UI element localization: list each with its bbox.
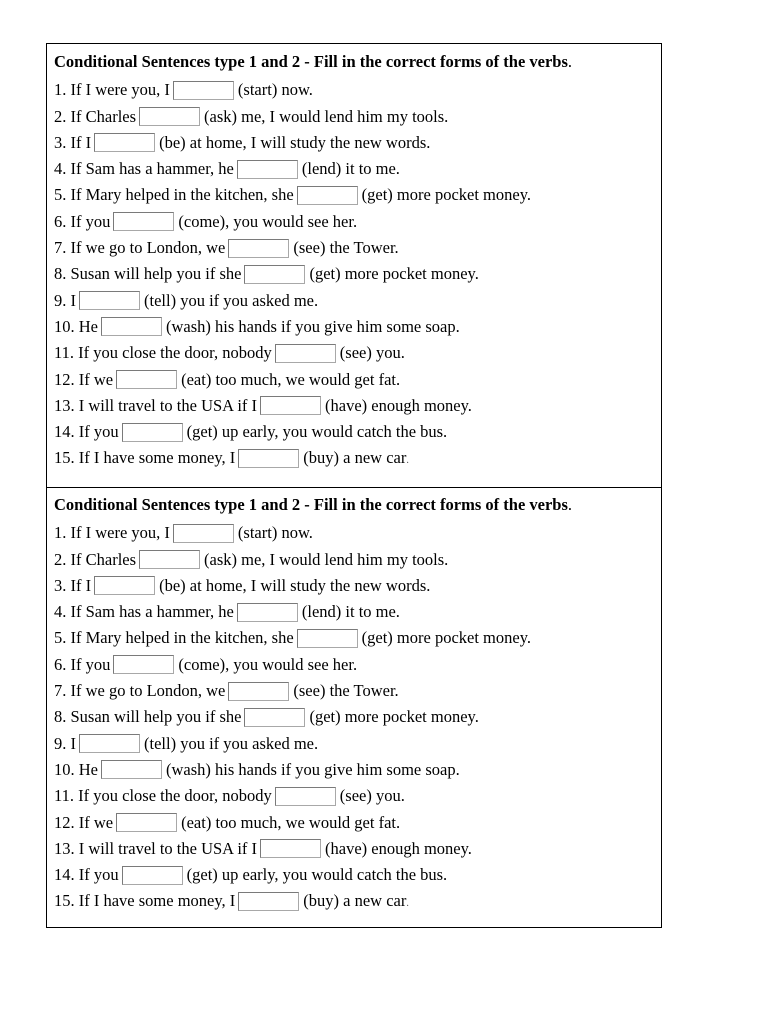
exercise-line [54,314,655,340]
period-mark: . [406,898,409,910]
exercise-verb-hint-text: (be) at home, I will study the new words. [159,132,431,152]
period-mark: . [406,455,409,467]
worksheet-title-text: Conditional Sentences type 1 and 2 - Fill in the correct forms of the verbs [54,495,568,514]
exercise-line [54,235,655,261]
exercise-prompt-text: 3. If I [54,132,92,152]
exercise-prompt-text: 14. If you [54,422,119,442]
exercise-line [54,652,655,678]
exercise-prompt-text: 6. If you [54,654,111,674]
answer-input[interactable] [122,423,183,442]
exercise-line-period [406,448,409,467]
exercise-line [54,130,655,156]
exercise-verb-hint-text: (eat) too much, we would get fat. [181,812,401,832]
exercise-verb-hint-text: (see) you. [339,786,405,806]
exercise-verb-hint-text: (tell) you if you asked me. [144,733,319,753]
answer-input[interactable] [228,682,289,701]
exercise-prompt-text: 7. If we go to London, we [54,681,226,701]
exercise-prompt-text: 4. If Sam has a hammer, he [54,159,234,179]
exercise-verb-hint-text: (see) the Tower. [293,681,399,701]
exercise-line [54,104,655,130]
exercise-prompt-text: 13. I will travel to the USA if I [54,838,258,858]
exercise-line [54,288,655,314]
exercise-line [54,757,655,783]
exercise-prompt-text: 5. If Mary helped in the kitchen, she [54,628,294,648]
exercise-prompt-text: 3. If I [54,575,92,595]
answer-input[interactable] [238,892,299,911]
answer-input[interactable] [113,655,174,674]
exercise-line [54,182,655,208]
exercise-line [54,599,655,625]
answer-input[interactable] [297,629,358,648]
exercise-line [54,810,655,836]
answer-input[interactable] [139,550,200,569]
worksheet-title [54,494,655,520]
exercise-verb-hint-text: (have) enough money. [325,395,472,415]
exercise-line [54,888,655,914]
exercise-line [54,393,655,419]
answer-input[interactable] [173,81,234,100]
exercise-line [54,419,655,445]
answer-input[interactable] [79,734,140,753]
exercise-line [54,520,655,546]
exercise-line [54,445,655,471]
answer-input[interactable] [260,839,321,858]
exercise-verb-hint-text: (see) the Tower. [293,238,399,258]
answer-input[interactable] [173,524,234,543]
exercise-verb-hint-text: (start) now. [237,80,313,100]
exercise-prompt-text: 7. If we go to London, we [54,238,226,258]
exercise-verb-hint-text: (buy) a new car [303,891,407,911]
exercise-prompt-text: 13. I will travel to the USA if I [54,395,258,415]
exercise-line-period [406,891,409,910]
exercise-line [54,77,655,103]
exercise-prompt-text: 11. If you close the door, nobody [54,343,272,363]
answer-input[interactable] [94,576,155,595]
exercise-prompt-text: 2. If Charles [54,106,137,126]
exercise-prompt-text: 11. If you close the door, nobody [54,786,272,806]
exercise-verb-hint-text: (come), you would see her. [178,654,358,674]
exercise-verb-hint-text: (buy) a new car [303,448,407,468]
exercise-verb-hint-text: (tell) you if you asked me. [144,290,319,310]
exercise-verb-hint-text: (be) at home, I will study the new words. [159,575,431,595]
exercise-line [54,731,655,757]
answer-input[interactable] [113,212,174,231]
exercise-verb-hint-text: (get) more pocket money. [361,628,532,648]
answer-input[interactable] [122,866,183,885]
answer-input[interactable] [260,396,321,415]
answer-input[interactable] [297,186,358,205]
exercise-verb-hint-text: (ask) me, I would lend him my tools. [204,106,449,126]
exercise-line [54,862,655,888]
exercise-prompt-text: 9. I [54,733,76,753]
exercise-verb-hint-text: (lend) it to me. [301,602,400,622]
exercise-verb-hint-text: (have) enough money. [325,838,472,858]
exercise-prompt-text: 1. If I were you, I [54,80,170,100]
exercise-verb-hint-text: (eat) too much, we would get fat. [181,369,401,389]
exercise-prompt-text: 4. If Sam has a hammer, he [54,602,234,622]
answer-input[interactable] [94,133,155,152]
exercise-verb-hint-text: (get) more pocket money. [361,185,532,205]
answer-input[interactable] [244,265,305,284]
worksheet-copy-1 [54,51,655,472]
exercise-line [54,340,655,366]
exercise-prompt-text: 10. He [54,759,98,779]
answer-input[interactable] [101,317,162,336]
exercise-verb-hint-text: (get) more pocket money. [309,264,479,284]
exercise-line [54,704,655,730]
exercise-line [54,783,655,809]
section-divider [47,487,661,488]
exercise-verb-hint-text: (wash) his hands if you give him some soap. [166,759,460,779]
exercise-line [54,209,655,235]
exercise-prompt-text: 8. Susan will help you if she [54,707,242,727]
exercise-line [54,367,655,393]
exercise-line [54,836,655,862]
answer-input[interactable] [116,813,177,832]
exercise-verb-hint-text: (ask) me, I would lend him my tools. [204,549,449,569]
answer-input[interactable] [275,787,336,806]
exercise-verb-hint-text: (get) up early, you would catch the bus. [186,865,448,885]
exercise-line [54,156,655,182]
exercise-line [54,261,655,287]
exercise-verb-hint-text: (wash) his hands if you give him some soap. [166,316,460,336]
exercise-line [54,547,655,573]
worksheet-title-period: . [567,495,573,514]
exercise-prompt-text: 6. If you [54,211,111,231]
exercise-verb-hint-text: (see) you. [339,343,405,363]
answer-input[interactable] [101,760,162,779]
worksheet-title-text: Conditional Sentences type 1 and 2 - Fill in the correct forms of the verbs [54,52,568,71]
exercise-verb-hint-text: (start) now. [237,523,313,543]
exercise-line [54,573,655,599]
answer-input[interactable] [244,708,305,727]
exercise-verb-hint-text: (lend) it to me. [301,159,400,179]
answer-input[interactable] [238,449,299,468]
answer-input[interactable] [237,160,298,179]
exercise-prompt-text: 9. I [54,290,76,310]
answer-input[interactable] [275,344,336,363]
exercise-prompt-text: 15. If I have some money, I [54,448,236,468]
exercise-line [54,678,655,704]
exercise-prompt-text: 12. If we [54,812,114,832]
exercise-prompt-text: 15. If I have some money, I [54,891,236,911]
worksheet-copy-2 [54,494,655,915]
worksheet-title [54,51,655,77]
answer-input[interactable] [139,107,200,126]
answer-input[interactable] [228,239,289,258]
exercise-prompt-text: 8. Susan will help you if she [54,264,242,284]
answer-input[interactable] [116,370,177,389]
exercise-prompt-text: 10. He [54,316,98,336]
exercise-verb-hint-text: (come), you would see her. [178,211,358,231]
exercise-verb-hint-text: (get) up early, you would catch the bus. [186,422,448,442]
exercise-prompt-text: 2. If Charles [54,549,137,569]
answer-input[interactable] [79,291,140,310]
exercise-verb-hint-text: (get) more pocket money. [309,707,479,727]
exercise-prompt-text: 5. If Mary helped in the kitchen, she [54,185,294,205]
exercise-prompt-text: 14. If you [54,865,119,885]
exercise-prompt-text: 1. If I were you, I [54,523,170,543]
exercise-prompt-text: 12. If we [54,369,114,389]
worksheet [46,43,662,928]
exercise-line [54,625,655,651]
worksheet-title-period: . [567,52,573,71]
answer-input[interactable] [237,603,298,622]
